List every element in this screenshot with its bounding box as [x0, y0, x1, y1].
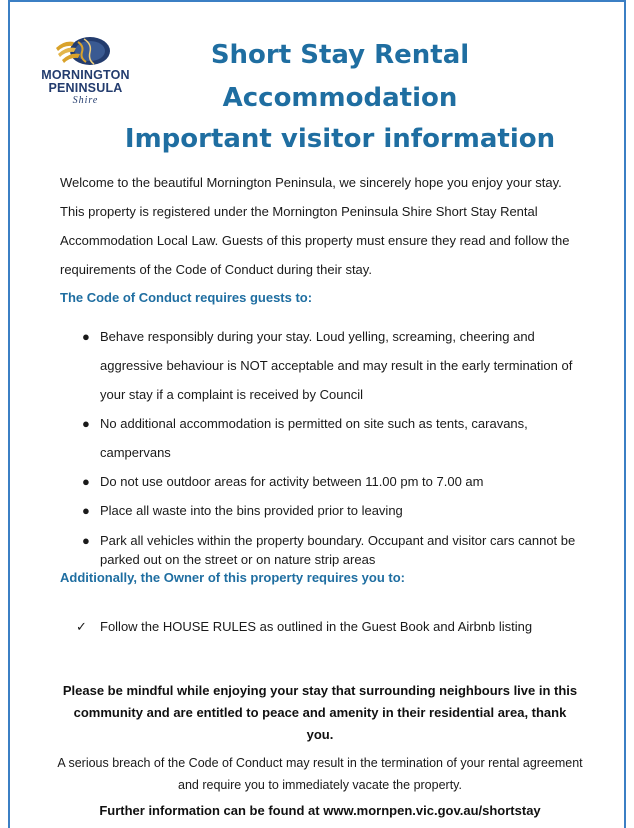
owner-requirement-item: [76, 619, 532, 635]
logo-text-shire: Shire: [72, 95, 99, 106]
frame-left-border: [8, 0, 10, 828]
code-of-conduct-list: [76, 322, 576, 569]
shell-icon: [52, 34, 112, 68]
code-of-conduct-heading: The Code of Conduct requires guests to:: [60, 290, 313, 305]
bullet-icon: ●: [82, 474, 90, 489]
list-item: [76, 467, 576, 496]
list-item-text: Behave responsibly during your stay. Loud yelling, screaming, cheering and aggressive behaviour is NOT acceptable and may result in the early termination of your stay if a complaint is received by Council: [100, 329, 573, 402]
bullet-icon: ●: [82, 503, 90, 518]
frame-right-border: [624, 0, 626, 828]
list-item: [76, 531, 576, 569]
title-line-1: Short Stay Rental: [210, 40, 470, 70]
closing-notice: Please be mindful while enjoying your stay that surrounding neighbours live in this community and are entitled to peace and amenity in their residential area, thank you.: [62, 683, 578, 742]
list-item: [76, 322, 576, 409]
intro-paragraph: Welcome to the beautiful Mornington Peninsula, we sincerely hope you enjoy your stay. This property is registered under the Mornington Peninsula Shire Short Stay Rental Accommodation Local Law. Guests of this property must ensure they read and follow the requirements of the Code of Conduct during their stay.: [60, 175, 570, 277]
title-line-2: Accommodation: [222, 83, 458, 113]
list-item-text: Do not use outdoor areas for activity between 11.00 pm to 7.00 am: [100, 474, 484, 489]
bullet-icon: ●: [82, 329, 90, 344]
owner-requirement-text: Follow the HOUSE RULES as outlined in the Guest Book and Airbnb listing: [100, 619, 533, 634]
list-item: [76, 496, 576, 525]
bullet-icon: ●: [82, 533, 90, 548]
logo-text-peninsula: PENINSULA: [48, 81, 123, 95]
checkmark-icon: ✓: [76, 619, 87, 634]
breach-warning: A serious breach of the Code of Conduct may result in the termination of your rental agreement and require you to immediately vacate the property.: [57, 756, 583, 792]
frame-top-border: [8, 0, 626, 2]
shire-logo: [28, 30, 143, 110]
list-item-text: Place all waste into the bins provided prior to leaving: [100, 503, 403, 518]
subtitle: Important visitor information: [124, 124, 556, 154]
list-item-text: No additional accommodation is permitted on site such as tents, caravans, campervans: [100, 416, 528, 460]
bullet-icon: ●: [82, 416, 90, 431]
owner-requirements-heading: Additionally, the Owner of this property requires you to:: [60, 570, 406, 585]
logo-text-mornington: MORNINGTON: [41, 68, 130, 82]
list-item-text: Park all vehicles within the property boundary. Occupant and visitor cars cannot be parked out on the street or on nature strip areas: [100, 533, 576, 567]
further-information: Further information can be found at www.mornpen.vic.gov.au/shortstay: [99, 803, 541, 818]
list-item: [76, 409, 576, 467]
